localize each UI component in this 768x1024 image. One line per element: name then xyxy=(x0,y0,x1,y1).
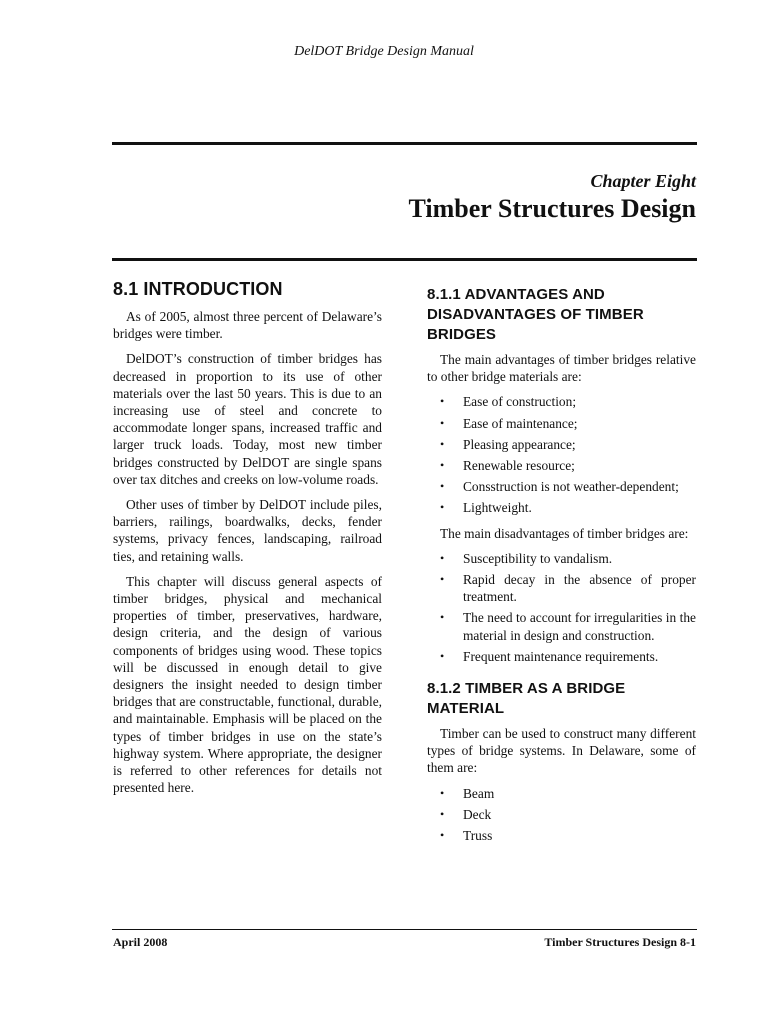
footer-page-label: Timber Structures Design 8-1 xyxy=(544,935,696,949)
bullet-icon: • xyxy=(440,610,445,625)
list-item xyxy=(427,785,696,802)
chapter-title: Timber Structures Design xyxy=(408,194,696,223)
list-item-text: The need to account for irregularities in the material in design and construction. xyxy=(463,610,696,643)
list-item xyxy=(427,457,696,474)
list-item xyxy=(427,648,696,665)
list-item-text: Ease of maintenance; xyxy=(463,415,578,431)
chapter-label: Chapter Eight xyxy=(590,171,696,191)
paragraph: The main disadvantages of timber bridges are: xyxy=(440,525,689,541)
list-item xyxy=(427,609,696,643)
bullet-icon: • xyxy=(440,500,445,515)
list-item xyxy=(427,550,696,567)
list-item-text: Renewable resource; xyxy=(463,458,575,474)
section-heading-advantages: 8.1.1 ADVANTAGES AND DISADVANTAGES OF TIMBER BRIDGES xyxy=(427,286,644,343)
bullet-icon: • xyxy=(440,648,445,663)
bullet-icon: • xyxy=(440,572,445,587)
list-item xyxy=(427,499,696,516)
list-item-text: Rapid decay in the absence of proper treatment. xyxy=(463,572,696,605)
list-item xyxy=(427,478,696,495)
list-item xyxy=(427,571,696,605)
list-item xyxy=(427,806,696,823)
paragraph: This chapter will discuss general aspects of timber bridges, physical and mechanical properties of timber, preservatives, hardware, design criteria, and the design of various components of bridges using wood. These topics will be discussed in enough detail to give designers the insight needed to design timber bridges that are constructable, functional, durable, and maintainable. Emphasis will be placed on the types of timber bridges in use on the state’s highway system. Where appropriate, the designer is referred to other references for details not presented here. xyxy=(113,573,382,796)
bullet-icon: • xyxy=(440,458,445,473)
list-item-text: Ease of construction; xyxy=(463,394,577,410)
list-item xyxy=(427,393,696,410)
section-heading-introduction: 8.1 INTRODUCTION xyxy=(113,279,283,299)
footer-rule xyxy=(112,929,697,930)
list-item-text: Pleasing appearance; xyxy=(463,436,576,452)
bullet-icon: • xyxy=(440,415,445,430)
list-item xyxy=(427,415,696,432)
list-item-text: Frequent maintenance requirements. xyxy=(463,648,659,664)
paragraph: As of 2005, almost three percent of Delaware’s bridges were timber. xyxy=(113,309,382,342)
list-item-text: Deck xyxy=(463,806,492,822)
bullet-icon: • xyxy=(440,479,445,494)
list-item-text: Beam xyxy=(463,785,495,801)
paragraph: Timber can be used to construct many different types of bridge systems. In Delaware, some of them are: xyxy=(427,726,696,776)
paragraph: DelDOT’s construction of timber bridges has decreased in proportion to its use of other materials over the last 50 years. This is due to an increasing use of steel and concrete to accommodate longer spans, increased traffic and larger truck loads. Today, most new timber bridges constructed by DelDOT are single spans over tax ditches and creeks on low-volume roads. xyxy=(113,351,382,487)
list-item xyxy=(427,436,696,453)
title-rule xyxy=(112,258,697,261)
bullet-icon: • xyxy=(440,436,445,451)
bullet-icon: • xyxy=(440,394,445,409)
list-item-text: Lightweight. xyxy=(463,500,532,516)
paragraph: Other uses of timber by DelDOT include piles, barriers, railings, boardwalks, decks, fender systems, privacy fences, landscaping, railroad ties, and retaining walls. xyxy=(113,497,382,564)
right-column xyxy=(427,285,696,852)
list-item-text: Consstruction is not weather-dependent; xyxy=(463,479,679,495)
bullet-icon: • xyxy=(440,828,445,843)
bridge-types-list xyxy=(427,785,696,845)
disadvantages-list xyxy=(427,550,696,665)
left-column xyxy=(113,278,382,804)
footer-date: April 2008 xyxy=(113,935,168,949)
running-header: DelDOT Bridge Design Manual xyxy=(294,44,474,59)
bullet-icon: • xyxy=(440,785,445,800)
list-item-text: Susceptibility to vandalism. xyxy=(463,550,613,566)
paragraph: The main advantages of timber bridges relative to other bridge materials are: xyxy=(427,352,696,385)
section-heading-timber-material: 8.1.2 TIMBER AS A BRIDGE MATERIAL xyxy=(427,680,626,718)
top-rule xyxy=(112,142,697,145)
list-item-text: Truss xyxy=(463,828,493,844)
list-item xyxy=(427,827,696,844)
bullet-icon: • xyxy=(440,806,445,821)
advantages-list xyxy=(427,393,696,516)
bullet-icon: • xyxy=(440,550,445,565)
